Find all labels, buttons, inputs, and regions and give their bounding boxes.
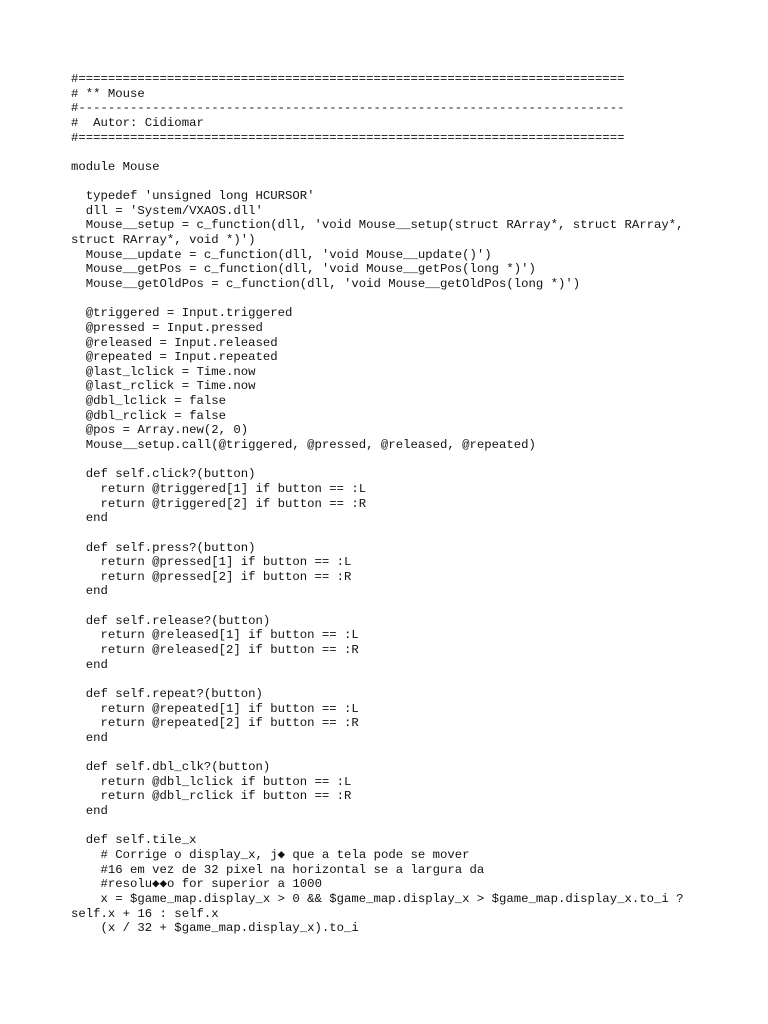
- code-line: def self.click?(button): [71, 467, 256, 482]
- code-line: # ** Mouse: [71, 86, 145, 101]
- code-line: def self.press?(button): [71, 540, 256, 555]
- code-line: return @released[2] if button == :R: [71, 642, 359, 657]
- code-line: struct RArray*, void *)'): [71, 233, 256, 248]
- code-line: return @pressed[1] if button == :L: [71, 555, 352, 570]
- code-line: @pressed = Input.pressed: [71, 320, 263, 335]
- code-line: return @pressed[2] if button == :R: [71, 569, 352, 584]
- code-line: #--------------------------------------------------------------------------: [71, 101, 625, 116]
- blank-code-line: [71, 672, 751, 687]
- code-line: return @dbl_rclick if button == :R: [71, 789, 352, 804]
- code-line: x = $game_map.display_x > 0 && $game_map.display_x > $game_map.display_x.to_i ?: [71, 891, 684, 906]
- code-line: @triggered = Input.triggered: [71, 306, 293, 321]
- code-line: return @dbl_lclick if button == :L: [71, 774, 352, 789]
- code-line: def self.tile_x: [71, 833, 197, 848]
- code-line: #resolu◆◆o for superior a 1000: [71, 877, 322, 892]
- code-line: @dbl_lclick = false: [71, 394, 226, 409]
- code-line: dll = 'System/VXAOS.dll': [71, 203, 263, 218]
- code-line: @pos = Array.new(2, 0): [71, 423, 249, 438]
- code-line: @released = Input.released: [71, 335, 278, 350]
- code-line: Mouse__setup = c_function(dll, 'void Mouse__setup(struct RArray*, struct RArray*,: [71, 218, 684, 233]
- blank-code-line: [71, 819, 751, 834]
- blank-code-line: [71, 174, 751, 189]
- code-line: # Corrige o display_x, j◆ que a tela pode se mover: [71, 847, 470, 862]
- blank-code-line: [71, 453, 751, 468]
- code-line: def self.release?(button): [71, 613, 271, 628]
- code-line: Mouse__update = c_function(dll, 'void Mouse__update()'): [71, 247, 492, 262]
- code-listing: [71, 72, 751, 936]
- code-line: end: [71, 657, 108, 672]
- code-line: self.x + 16 : self.x: [71, 906, 219, 921]
- blank-code-line: [71, 745, 751, 760]
- code-line: def self.repeat?(button): [71, 686, 263, 701]
- code-line: end: [71, 804, 108, 819]
- code-line: Mouse__getOldPos = c_function(dll, 'void Mouse__getOldPos(long *)'): [71, 276, 581, 291]
- blank-code-line: [71, 599, 751, 614]
- code-line: @dbl_rclick = false: [71, 408, 226, 423]
- code-line: #==========================================================================: [71, 130, 625, 145]
- code-line: module Mouse: [71, 159, 160, 174]
- code-line: # Autor: Cidiomar: [71, 115, 204, 130]
- blank-code-line: [71, 526, 751, 541]
- code-line: return @triggered[1] if button == :L: [71, 481, 367, 496]
- code-line: (x / 32 + $game_map.display_x).to_i: [71, 921, 359, 936]
- code-line: @last_lclick = Time.now: [71, 364, 256, 379]
- code-line: @repeated = Input.repeated: [71, 350, 278, 365]
- code-line: #16 em vez de 32 pixel na horizontal se a largura da: [71, 862, 485, 877]
- code-line: @last_rclick = Time.now: [71, 379, 256, 394]
- code-line: #==========================================================================: [71, 72, 625, 86]
- code-line: end: [71, 511, 108, 526]
- code-line: return @repeated[2] if button == :R: [71, 716, 359, 731]
- code-line: typedef 'unsigned long HCURSOR': [71, 189, 315, 204]
- code-line: return @triggered[2] if button == :R: [71, 496, 367, 511]
- code-line: end: [71, 730, 108, 745]
- code-line: Mouse__getPos = c_function(dll, 'void Mouse__getPos(long *)'): [71, 262, 536, 277]
- code-line: return @repeated[1] if button == :L: [71, 701, 359, 716]
- code-line: return @released[1] if button == :L: [71, 628, 359, 643]
- code-line: def self.dbl_clk?(button): [71, 760, 271, 775]
- code-line: Mouse__setup.call(@triggered, @pressed, @released, @repeated): [71, 438, 536, 453]
- blank-code-line: [71, 145, 751, 160]
- blank-code-line: [71, 292, 751, 307]
- code-line: end: [71, 584, 108, 599]
